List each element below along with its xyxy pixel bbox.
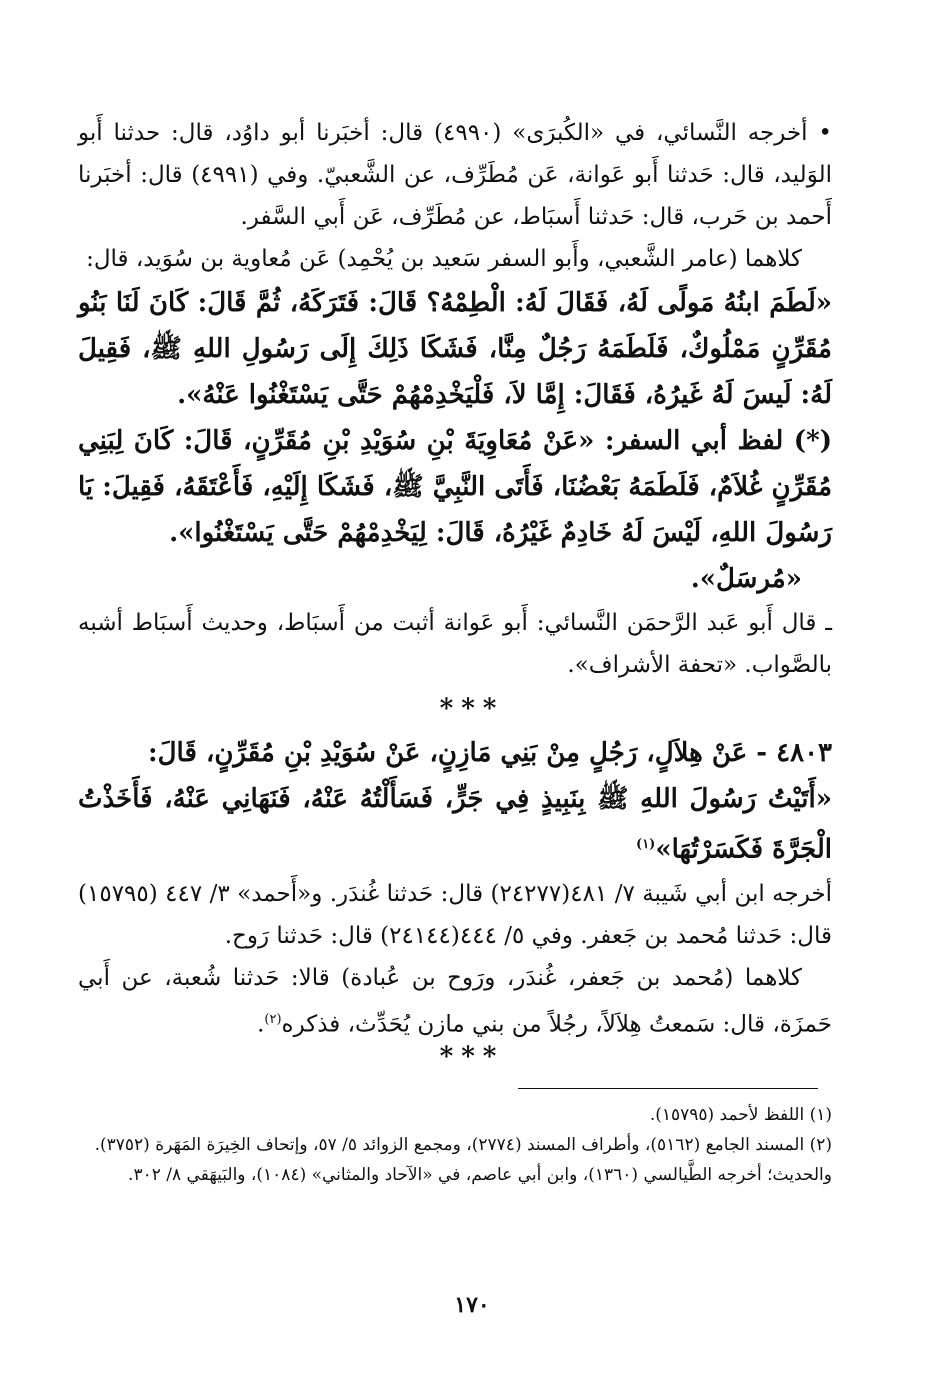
isnad-summary: كلاهما (عامر الشَّعبي، وأَبو السفر سَعيد بن يُحْمِد) عَن مُعاوية بن سُوَيد، قال:	[86, 246, 802, 272]
footnotes	[78, 1100, 832, 1190]
isnad-text: كلاهما (مُحمد بن جَعفر، غُندَر، ورَوح بن عُبادة) قالا: حَدثنا شُعبة، عن أَبي حَمزَة، قال: سَمعتُ هِلاَلاً، رجُلاً من بني مازن يُحَدِّث، فذكره	[78, 964, 832, 1038]
hadith-text	[78, 776, 832, 873]
footnote-1: (١) اللفظ لأحمد (١٥٧٩٥).	[649, 1105, 832, 1125]
section-hadith-4803	[78, 730, 832, 1045]
variant-wording: (*) لفظ أبي السفر: «عَنْ مُعَاوِيَةَ بْنِ سُوَيْدِ بْنِ مُقَرِّنٍ، قَالَ: كَانَ لِبَنِي مُقَرِّنٍ غُلاَمٌ، فَلَطَمَهُ بَعْضُنَا، فَأَتَى النَّبِيَّ ﷺ، فَشَكَا إِلَيْهِ، فَأَعْتَقَهُ، فَقِيلَ: يَا رَسُولَ اللهِ، لَيْسَ لَهُ خَادِمٌ غَيْرُهُ، قَالَ: لِيَخْدِمْهُمْ حَتَّى يَسْتَغْنُوا».	[78, 426, 832, 548]
isnad-end: .	[257, 1011, 265, 1038]
hadith-heading: ٤٨٠٣ - عَنْ هِلاَلٍ، رَجُلٍ مِنْ بَنِي مَازِنٍ، عَنْ سُوَيْدِ بْنِ مُقَرِّنٍ، قَالَ:	[148, 738, 832, 768]
isnad-summary	[78, 957, 832, 1046]
footnote-2-continued: والحديث؛ أخرجه الطَّيالسي (١٣٦٠)، وابن أبي عاصم، في «الآحاد والمثاني» (١٠٨٤)، والبَيهَقي ٨/ ٣٠٢.	[128, 1165, 832, 1185]
nasai-comment: ـ قال أَبو عَبد الرَّحمَن النَّسائي: أَبو عَوانة أثبت من أَسبَاط، وحديث أَسبَاط أشبه بالصَّواب. «تحفة الأشراف».	[78, 610, 832, 678]
footnote-ref-1: (١)	[636, 837, 656, 852]
hadith-body: «أَتَيْتُ رَسُولَ اللهِ ﷺ بِنَبِيذٍ فِي جَرٍّ، فَسَأَلْتُهُ عَنْهُ، فَنَهَانِي عَنْهُ، فَأَخَذْتُ الْجَرَّةَ فَكَسَرْتُهَا»	[78, 784, 832, 865]
mursal-note: «مُرسَلٌ».	[690, 564, 802, 594]
takhrij-paragraph: أخرجه ابن أبي شَيبة ٧/ ٤٨١(٢٤٢٧٧) قال: حَدثنا غُندَر. و«أَحمد» ٣/ ٤٤٧ (١٥٧٩٥) قال: حَدثنا مُحمد بن جَعفر. وفي ٥/ ٤٤٤(٢٤١٤٤) قال: حَدثنا رَوح.	[78, 880, 832, 949]
section-separator: ***	[439, 1042, 505, 1072]
footnote-divider	[518, 1088, 818, 1089]
takhrij-paragraph: • أخرجه النَّسائي، في «الكُبرَى» (٤٩٩٠) قال: أخبَرنا أبو داوُد، قال: حدثنا أَبو الوَليد، قال: حَدثنا أَبو عَوانة، عَن مُطَرِّف، عن الشَّعبيّ. وفي (٤٩٩١) قال: أخبَرنا أَحمد بن حَرب، قال: حَدثنا أَسبَاط، عن مُطَرِّف، عَن أَبي السَّفر.	[78, 120, 833, 230]
hadith-text: «لَطَمَ ابنُهُ مَولًى لَهُ، فَقَالَ لَهُ: الْطِمْهُ؟ قَالَ: فَتَرَكَهُ، ثُمَّ قَالَ: كَانَ لَنَا بَنُو مُقَرِّنٍ مَمْلُوكٌ، فَلَطَمَهُ رَجُلٌ مِنَّا، فَشَكَا ذَلِكَ إِلَى رَسُولِ اللهِ ﷺ، فَقِيلَ لَهُ: لَيسَ لَهُ غَيرُهُ، فَقَالَ: إِمَّا لاَ، فَلْيَخْدِمْهُمْ حَتَّى يَسْتَغْنُوا عَنْهُ».	[78, 288, 832, 410]
section-separator: ***	[439, 694, 505, 724]
section-nasai-takhrij	[78, 112, 832, 686]
footnote-ref-2: (٢)	[264, 1011, 282, 1027]
footnote-2: (٢) المسند الجامع (٥١٦٢)، وأطراف المسند (٢٧٧٤)، ومجمع الزوائد ٥/ ٥٧، وإتحاف الخِيرَة المَهَرة (٣٧٥٢).	[94, 1135, 832, 1155]
page-number: ١٧٠	[454, 1292, 490, 1318]
